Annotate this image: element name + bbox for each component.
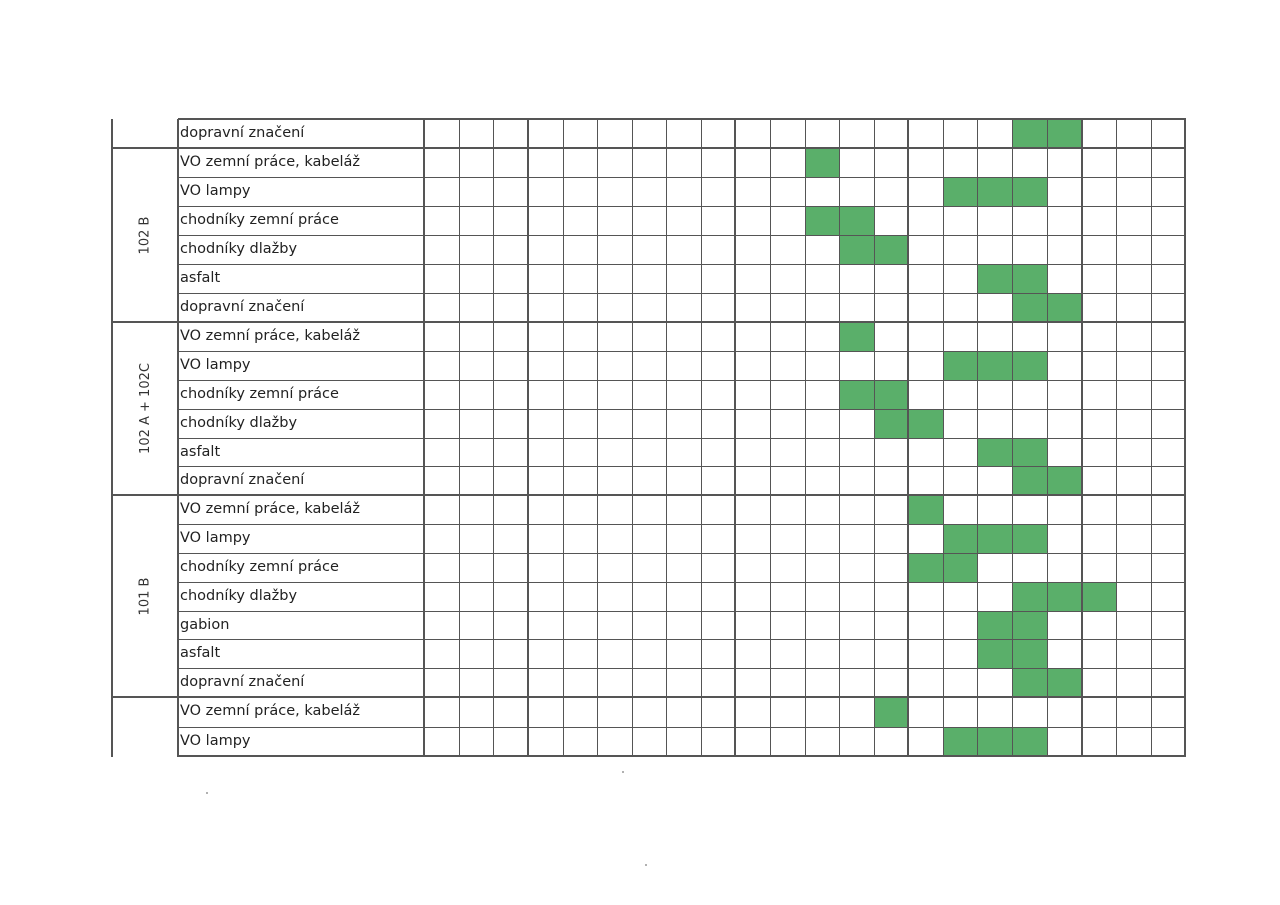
grid-row-line — [178, 438, 1186, 439]
schedule-cell-filled — [977, 639, 1012, 668]
grid-row-line — [178, 409, 1186, 410]
grid-column-line — [1184, 119, 1186, 757]
task-label: VO zemní práce, kabeláž — [180, 501, 361, 517]
task-label: asfalt — [180, 645, 221, 661]
grid-column-line — [563, 119, 564, 757]
schedule-cell-filled — [839, 206, 874, 235]
task-label: VO zemní práce, kabeláž — [180, 154, 361, 170]
task-label: gabion — [180, 617, 230, 633]
schedule-cell-filled — [839, 380, 874, 409]
grid-column-line — [459, 119, 460, 757]
schedule-cell-filled — [874, 235, 908, 264]
grid-row-line — [112, 147, 1186, 149]
schedule-cell-filled — [1012, 177, 1047, 206]
schedule-cell-filled — [1012, 466, 1047, 495]
schedule-cell-filled — [1047, 668, 1082, 697]
task-label: chodníky dlažby — [180, 415, 298, 431]
task-label: VO lampy — [180, 357, 251, 373]
schedule-cell-filled — [1047, 466, 1082, 495]
schedule-cell-filled — [977, 611, 1012, 639]
schedule-cell-filled — [1012, 438, 1047, 466]
task-label: chodníky dlažby — [180, 588, 298, 604]
grid-column-line — [977, 119, 978, 757]
grid-row-line — [178, 611, 1186, 612]
task-label: dopravní značení — [180, 674, 305, 690]
task-label: VO lampy — [180, 183, 251, 199]
task-label: chodníky zemní práce — [180, 559, 339, 575]
grid-column-line — [1081, 119, 1083, 757]
grid-row-line — [178, 668, 1186, 669]
grid-row-line — [112, 494, 1186, 496]
schedule-cell-filled — [1012, 582, 1047, 611]
grid-row-line — [178, 235, 1186, 236]
schedule-cell-filled — [1047, 293, 1082, 322]
section-label — [112, 322, 178, 495]
schedule-cell-filled — [1012, 611, 1047, 639]
schedule-cell-filled — [943, 177, 977, 206]
task-label: dopravní značení — [180, 472, 305, 488]
schedule-cell-filled — [805, 206, 839, 235]
schedule-cell-filled — [805, 148, 839, 177]
scan-speck — [645, 864, 647, 866]
schedule-cell-filled — [908, 553, 943, 582]
grid-row-line — [178, 264, 1186, 265]
grid-column-line — [1012, 119, 1013, 757]
task-label: asfalt — [180, 444, 221, 460]
schedule-cell-filled — [943, 727, 977, 756]
section-label-text: 102 B — [137, 216, 153, 254]
grid-row-line — [178, 639, 1186, 640]
schedule-cell-filled — [874, 697, 908, 727]
task-label: VO lampy — [180, 530, 251, 546]
grid-column-line — [1116, 119, 1117, 757]
task-label: chodníky zemní práce — [180, 386, 339, 402]
grid-row-line — [112, 321, 1186, 323]
grid-column-line — [770, 119, 771, 757]
schedule-cell-filled — [874, 409, 908, 438]
grid-column-line — [493, 119, 494, 757]
schedule-cell-filled — [977, 264, 1012, 293]
schedule-cell-filled — [977, 438, 1012, 466]
grid-column-line — [907, 119, 909, 757]
schedule-cell-filled — [1082, 582, 1116, 611]
grid-column-line — [527, 119, 529, 757]
grid-column-line — [632, 119, 633, 757]
grid-column-line — [805, 119, 806, 757]
grid-row-line — [178, 206, 1186, 207]
schedule-cell-filled — [1012, 119, 1047, 148]
grid-column-line — [1151, 119, 1152, 757]
task-label: VO zemní práce, kabeláž — [180, 328, 361, 344]
schedule-cell-filled — [943, 553, 977, 582]
section-column-border — [111, 119, 113, 757]
schedule-cell-filled — [839, 322, 874, 351]
task-label: VO lampy — [180, 733, 251, 749]
schedule-cell-filled — [977, 524, 1012, 553]
grid-column-line — [597, 119, 598, 757]
grid-row-line — [112, 696, 1186, 698]
section-label — [112, 495, 178, 697]
grid-row-line — [178, 524, 1186, 525]
grid-row-line — [178, 380, 1186, 381]
grid-row-line — [178, 466, 1186, 467]
grid-row-line — [178, 293, 1186, 294]
grid-row-line — [178, 582, 1186, 583]
grid-row-line — [178, 727, 1186, 728]
schedule-cell-filled — [1012, 639, 1047, 668]
schedule-cell-filled — [1012, 293, 1047, 322]
schedule-cell-filled — [1012, 668, 1047, 697]
grid-row-line — [178, 118, 1186, 120]
section-label-text: 102 A + 102C — [137, 363, 153, 454]
schedule-cell-filled — [1047, 119, 1082, 148]
grid-row-line — [178, 553, 1186, 554]
section-label — [112, 697, 178, 756]
grid-column-line — [666, 119, 667, 757]
schedule-cell-filled — [908, 409, 943, 438]
schedule-cell-filled — [1012, 524, 1047, 553]
task-label: chodníky zemní práce — [180, 212, 339, 228]
section-label-text: 101 B — [137, 577, 153, 615]
task-label: asfalt — [180, 270, 221, 286]
schedule-cell-filled — [943, 351, 977, 380]
schedule-cell-filled — [908, 495, 943, 524]
section-label — [112, 148, 178, 322]
scan-speck — [622, 771, 624, 773]
grid-column-line — [734, 119, 736, 757]
schedule-cell-filled — [977, 727, 1012, 756]
task-label: chodníky dlažby — [180, 241, 298, 257]
schedule-cell-filled — [1047, 582, 1082, 611]
schedule-cell-filled — [839, 235, 874, 264]
grid-column-line — [943, 119, 944, 757]
scan-speck — [206, 792, 208, 794]
task-label: VO zemní práce, kabeláž — [180, 703, 361, 719]
schedule-cell-filled — [977, 351, 1012, 380]
grid-column-line — [701, 119, 702, 757]
section-label — [112, 119, 178, 148]
schedule-cell-filled — [977, 177, 1012, 206]
schedule-cell-filled — [874, 380, 908, 409]
grid-column-line — [839, 119, 840, 757]
grid-row-line — [178, 351, 1186, 352]
schedule-cell-filled — [1012, 264, 1047, 293]
grid-column-line — [1047, 119, 1048, 757]
grid-column-line — [423, 119, 425, 757]
task-label: dopravní značení — [180, 299, 305, 315]
schedule-cell-filled — [1012, 351, 1047, 380]
grid-row-line — [178, 177, 1186, 178]
schedule-cell-filled — [1012, 727, 1047, 756]
grid-column-line — [874, 119, 875, 757]
task-label: dopravní značení — [180, 125, 305, 141]
task-column-border — [177, 119, 179, 757]
schedule-cell-filled — [943, 524, 977, 553]
grid-row-line — [178, 755, 1186, 757]
